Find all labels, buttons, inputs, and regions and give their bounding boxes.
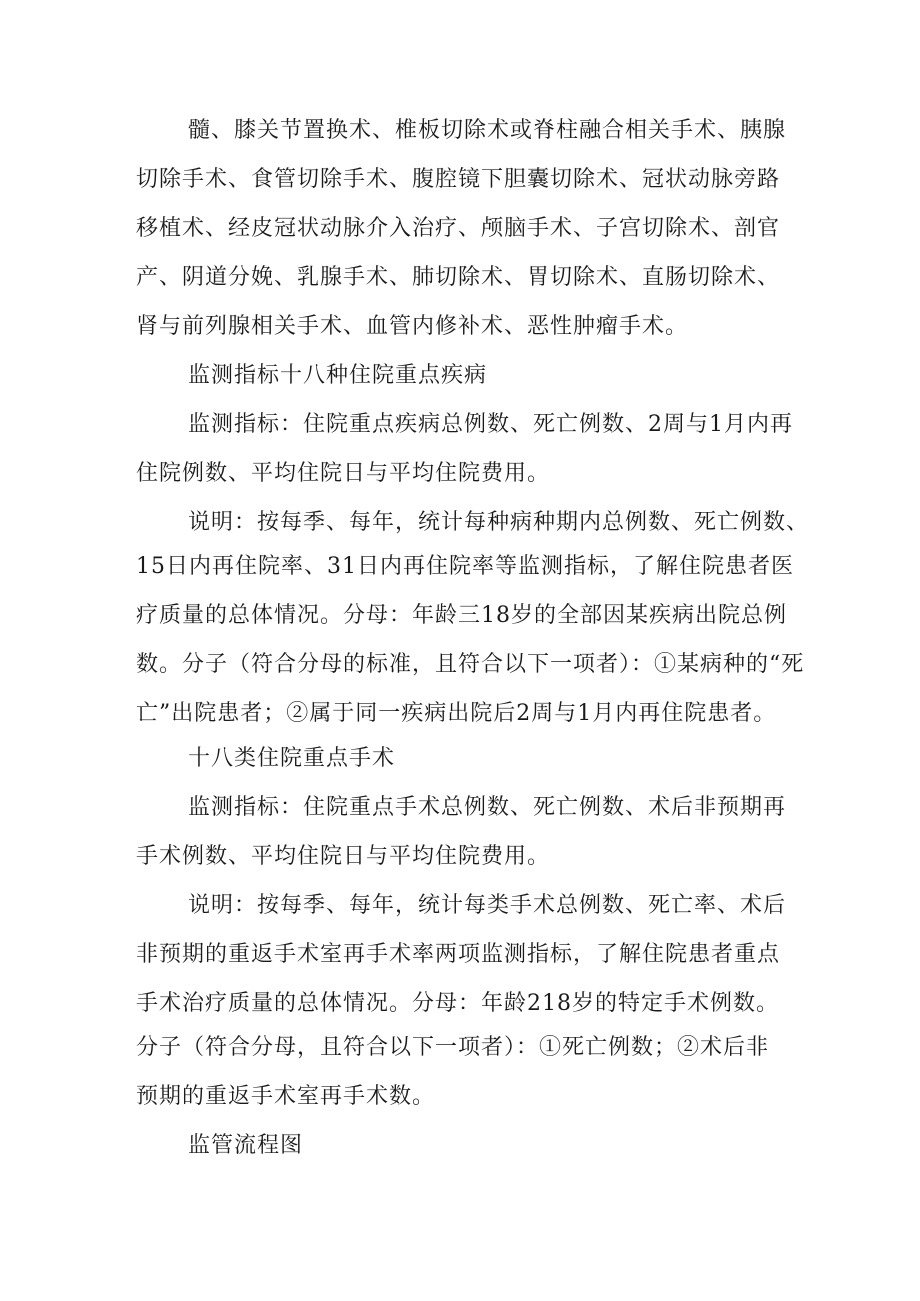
text-line: 15日内再住院率、31日内再住院率等监测指标，了解住院患者医 — [136, 554, 794, 579]
text-line: 手术治疗质量的总体情况。分母：年龄218岁的特定手术例数。 — [136, 991, 779, 1016]
section-heading: 十八类住院重点手术 — [188, 746, 396, 771]
text-line: 监测指标：住院重点手术总例数、死亡例数、术后非预期再 — [188, 795, 787, 820]
text-line: 监测指标：住院重点疾病总例数、死亡例数、2周与1月内再 — [188, 412, 793, 437]
text-line: 手术例数、平均住院日与平均住院费用。 — [136, 844, 551, 869]
text-line: 肾与前列腺相关手术、血管内修补术、恶性肿瘤手术。 — [136, 314, 689, 339]
text-line: 疗质量的总体情况。分母：年龄三18岁的全部因某疾病出院总例 — [136, 603, 787, 628]
text-line: 说明：按每季、每年，统计每类手术总例数、死亡率、术后 — [188, 893, 787, 918]
text-line: 说明：按每季、每年，统计每种病种期内总例数、死亡例数、 — [188, 510, 810, 535]
text-line: 住院例数、平均住院日与平均住院费用。 — [136, 461, 551, 486]
text-line: 非预期的重返手术室再手术率两项监测指标，了解住院患者重点 — [136, 942, 781, 967]
section-heading: 监管流程图 — [188, 1133, 304, 1158]
text-line: 切除手术、食管切除手术、腹腔镜下胆囊切除术、冠状动脉旁路 — [136, 167, 781, 192]
text-line: 预期的重返手术室再手术数。 — [136, 1084, 436, 1109]
text-line: 数。分子（符合分母的标准，且符合以下一项者）：①某病种的“死 — [136, 652, 805, 677]
text-line: 移植术、经皮冠状动脉介入治疗、颅脑手术、子宫切除术、剖官 — [136, 216, 781, 241]
section-heading: 监测指标十八种住院重点疾病 — [188, 363, 488, 388]
text-line: 髓、膝关节置换术、椎板切除术或脊柱融合相关手术、胰腺 — [188, 118, 787, 143]
text-line: 分子（符合分母，且符合以下一项者）：①死亡例数；②术后非 — [136, 1035, 770, 1060]
text-line: 产、阴道分娩、乳腺手术、肺切除术、胃切除术、直肠切除术、 — [136, 265, 781, 290]
text-line: 亡”出院患者；②属于同一疾病出院后2周与1月内再住院患者。 — [136, 701, 777, 726]
